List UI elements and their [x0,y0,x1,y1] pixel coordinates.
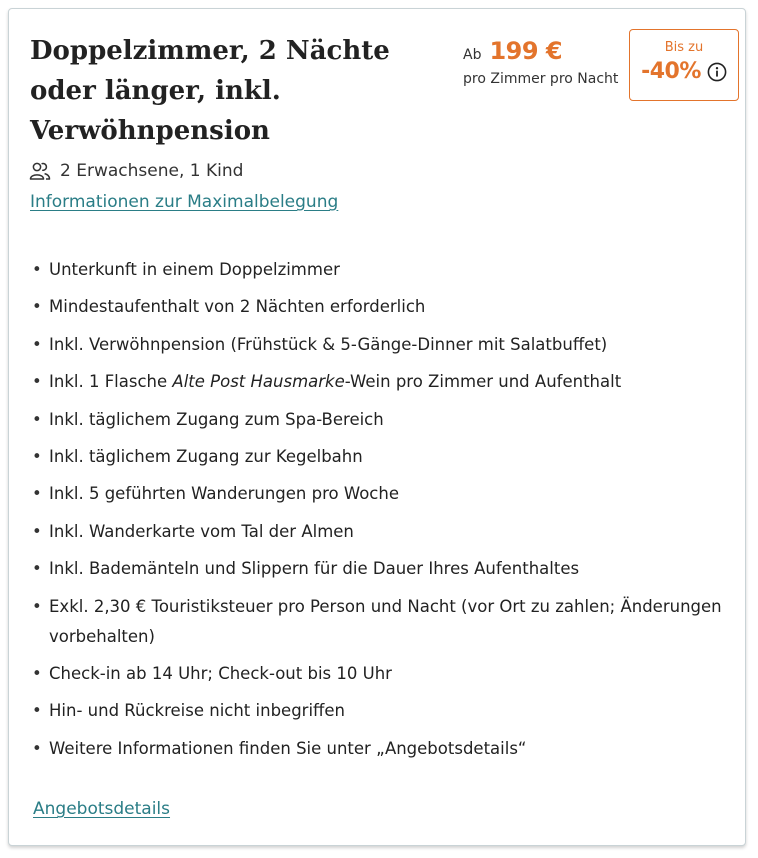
feature-list [31,255,731,771]
feature-item: • Mindestaufenthalt von 2 Nächten erforderlich [31,292,731,322]
feature-item: • Check-in ab 14 Uhr; Check-out bis 10 Uhr [31,659,731,689]
feature-item: • Hin- und Rückreise nicht inbegriffen [31,696,731,726]
wine-brand: Alte Post Hausmarke [172,372,345,392]
feature-text: -Wein pro Zimmer und Aufenthalt [344,372,622,392]
feature-item: • Inkl. täglichem Zugang zum Spa-Bereich [31,405,731,435]
discount-row [630,59,738,84]
feature-item: • Inkl. Verwöhnpension (Frühstück & 5-Gänge-Dinner mit Salatbuffet) [31,330,731,360]
guests-text: 2 Erwachsene, 1 Kind [60,161,244,181]
discount-value: -40% [641,59,701,84]
feature-item: • Inkl. täglichem Zugang zur Kegelbahn [31,442,731,472]
feature-item: • Inkl. 5 geführten Wanderungen pro Woche [31,479,731,509]
feature-text: Inkl. 1 Flasche [49,372,173,392]
price-prefix: Ab [463,47,482,63]
feature-item: • Exkl. 2,30 € Touristiksteuer pro Person und Nacht (vor Ort zu zahlen; Änderungen vorbehalten) [31,592,731,652]
feature-item [31,367,731,397]
people-icon [29,161,51,181]
price-unit: pro Zimmer pro Nacht [463,71,619,87]
feature-item: • Inkl. Bademänteln und Slippern für die Dauer Ihres Aufenthaltes [31,554,731,584]
discount-label: Bis zu [664,40,704,55]
offer-card [8,8,746,846]
price-block [463,37,618,87]
feature-item: • Weitere Informationen finden Sie unter „Angebotsdetails“ [31,734,731,764]
price-line [463,37,618,65]
info-icon[interactable] [707,62,727,82]
discount-badge [629,29,739,101]
price-value: 199 € [489,37,563,65]
occupancy-info-link[interactable]: Informationen zur Maximalbelegung [30,192,339,212]
offer-title: Doppelzimmer, 2 Nächte oder länger, inkl. Verwöhnpension [30,36,390,146]
offer-details-link[interactable]: Angebotsdetails [33,799,171,819]
feature-item: • Unterkunft in einem Doppelzimmer [31,255,731,285]
guests-info [29,161,243,181]
feature-item: • Inkl. Wanderkarte vom Tal der Almen [31,517,731,547]
